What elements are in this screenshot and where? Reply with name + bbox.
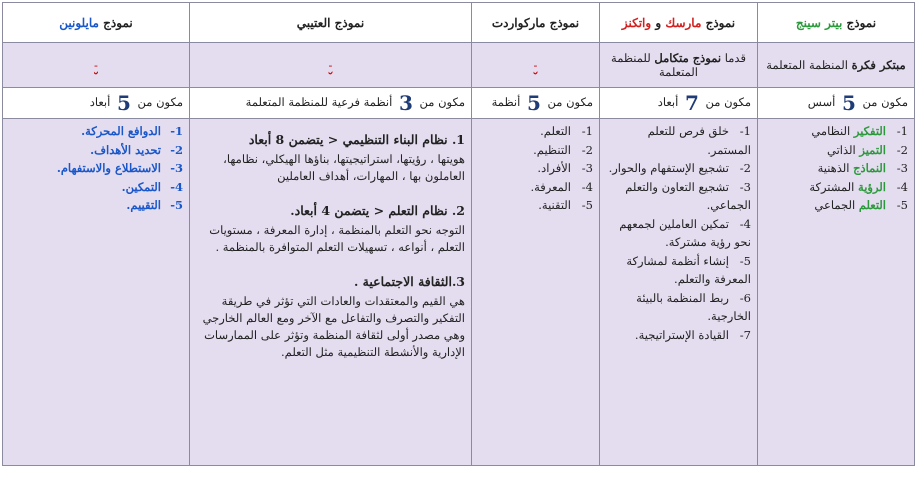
- list-item: [9, 178, 183, 197]
- list-item: [478, 178, 593, 197]
- header-mylonen: نموذج مايلونين: [3, 3, 190, 43]
- marquardt-list: [478, 122, 593, 215]
- otaibi-section-title: 1. نظام البناء التنظيمي < يتضمن 8 أبعاد: [248, 132, 465, 147]
- list-item: [478, 122, 593, 141]
- definition-otaibi: -: [190, 43, 472, 88]
- list-item-number: 1-: [739, 124, 751, 138]
- list-item-number: 5-: [581, 198, 593, 212]
- marsick-list: [606, 122, 751, 344]
- header-otaibi: نموذج العتيبي: [190, 3, 472, 43]
- list-item-number: 7-: [739, 327, 751, 342]
- list-item: [606, 326, 751, 345]
- count-marquardt: مكون من 5 أنظمة: [472, 88, 600, 119]
- definition-senge: مبتكر فكرة المنظمة المتعلمة: [758, 43, 915, 88]
- count-senge: مكون من 5 أسس: [758, 88, 915, 119]
- list-item-text: التمكين.: [121, 179, 161, 194]
- otaibi-section-body: التوجه نحو التعلم بالمنظمة ، إدارة المعرفة ، مستويات التعلم ، أنواعه ، تسهيلات التعلم المتوافرة بالمنظمة .: [209, 223, 465, 254]
- list-item: [606, 252, 751, 289]
- list-item: [478, 159, 593, 178]
- list-item-number: 2-: [581, 142, 593, 157]
- list-item-number: 5-: [739, 253, 751, 268]
- count-row: [3, 88, 915, 119]
- otaibi-section-title: 3.الثقافة الاجتماعية .: [353, 274, 465, 289]
- list-item-number: 1-: [581, 124, 593, 138]
- list-item-text: المعرفة.: [530, 179, 571, 194]
- list-item-text: التقييم.: [126, 198, 161, 212]
- header-senge: نموذج بيتر سينج: [758, 3, 915, 43]
- list-item-text: القيادة الإستراتيجية.: [634, 327, 729, 342]
- list-item: [9, 196, 183, 215]
- list-item: [478, 196, 593, 215]
- items-senge: [758, 119, 915, 466]
- list-item-number: 6-: [739, 290, 751, 305]
- learning-organization-models-table: [2, 2, 915, 466]
- comparison-table-wrapper: [2, 2, 914, 490]
- header-row: [3, 3, 915, 43]
- count-otaibi: مكون من 3 أنظمة فرعية للمنظمة المتعلمة: [190, 88, 472, 119]
- list-item-number: 3-: [896, 161, 908, 175]
- list-item: [764, 159, 908, 178]
- list-item: [9, 159, 183, 178]
- list-item: [606, 159, 751, 178]
- list-item-text: تشجيع الإستفهام والحوار.: [608, 161, 729, 175]
- list-item-number: 4-: [170, 179, 183, 194]
- list-item-number: 2-: [739, 161, 751, 175]
- list-item: [764, 196, 908, 215]
- otaibi-section: [196, 132, 465, 185]
- list-item-number: 1-: [170, 124, 183, 138]
- list-item-number: 2-: [170, 142, 183, 157]
- otaibi-section: [196, 203, 465, 256]
- definition-row: [3, 43, 915, 88]
- list-item-number: 4-: [739, 216, 751, 231]
- list-item: [606, 178, 751, 215]
- list-item-text: التميز الذاتي: [826, 142, 886, 157]
- header-marquardt: نموذج ماركواردت: [472, 3, 600, 43]
- count-mylonen: مكون من 5 أبعاد: [3, 88, 190, 119]
- mylonen-list: [9, 122, 183, 215]
- otaibi-section-body: هي القيم والمعتقدات والعادات التي تؤثر في طريقة التفكير والتصرف والتفاعل مع الآخر ومع العالم الخارجي وهي مصدر أولى لثقافة المنظمة وتؤثر على الممارسات الإدارية والأنشطة التنظيمية مثل التعلم.: [202, 294, 465, 359]
- list-item-text: خلق فرص للتعلم المستمر.: [647, 124, 751, 157]
- otaibi-section-body: هويتها ، رؤيتها، استراتيجيتها، بناؤها الهيكلي، نظامها، العاملون بها ، المهارات، أهداف العاملين: [223, 152, 465, 183]
- list-item: [764, 141, 908, 160]
- list-item-text: التفكير النظامي: [811, 124, 886, 138]
- list-item-number: 4-: [581, 179, 593, 194]
- list-item-text: الاستطلاع والاستفهام.: [56, 161, 161, 175]
- otaibi-section: [196, 274, 465, 361]
- list-item: [9, 122, 183, 141]
- list-item-number: 3-: [739, 179, 751, 194]
- list-item-text: إنشاء أنظمة لمشاركة المعرفة والتعلم.: [626, 253, 751, 286]
- list-item-number: 4-: [896, 179, 908, 194]
- list-item-text: تشجيع التعاون والتعلم الجماعي.: [625, 179, 751, 212]
- items-marquardt: [472, 119, 600, 466]
- list-item-text: النماذج الذهنية: [817, 161, 886, 175]
- items-marsick: [600, 119, 758, 466]
- list-item: [9, 141, 183, 160]
- list-item-text: الأفراد.: [537, 161, 571, 175]
- list-item-text: الدوافع المحركة.: [81, 124, 161, 138]
- list-item-number: 2-: [896, 142, 908, 157]
- items-mylonen: [3, 119, 190, 466]
- list-item-text: ربط المنظمة بالبيئة الخارجية.: [636, 290, 751, 323]
- definition-marsick: قدما نموذج متكامل للمنظمة المتعلمة: [600, 43, 758, 88]
- senge-list: [764, 122, 908, 215]
- list-item: [764, 178, 908, 197]
- list-item: [478, 141, 593, 160]
- list-item-text: تحديد الأهداف.: [90, 142, 161, 157]
- otaibi-section-title: 2. نظام التعلم < يتضمن 4 أبعاد.: [290, 203, 465, 218]
- list-item-text: التنظيم.: [533, 142, 571, 157]
- count-marsick: مكون من 7 أبعاد: [600, 88, 758, 119]
- list-item-number: 3-: [170, 161, 183, 175]
- items-otaibi: [190, 119, 472, 466]
- definition-mylonen: -: [3, 43, 190, 88]
- list-item-text: الرؤية المشتركة: [809, 179, 886, 194]
- items-row: [3, 119, 915, 466]
- list-item-number: 5-: [896, 198, 908, 212]
- header-marsick: نموذج مارسك و واتكنز: [600, 3, 758, 43]
- list-item-number: 5-: [170, 198, 183, 212]
- list-item: [606, 122, 751, 159]
- list-item: [764, 122, 908, 141]
- list-item-text: التعلم.: [540, 124, 571, 138]
- list-item: [606, 289, 751, 326]
- list-item-text: التعلم الجماعي: [814, 198, 886, 212]
- list-item-text: تمكين العاملين لجمعهم نحو رؤية مشتركة.: [619, 216, 751, 249]
- list-item: [606, 215, 751, 252]
- list-item-number: 3-: [581, 161, 593, 175]
- list-item-number: 1-: [896, 124, 908, 138]
- definition-marquardt: -: [472, 43, 600, 88]
- list-item-text: التقنية.: [538, 198, 571, 212]
